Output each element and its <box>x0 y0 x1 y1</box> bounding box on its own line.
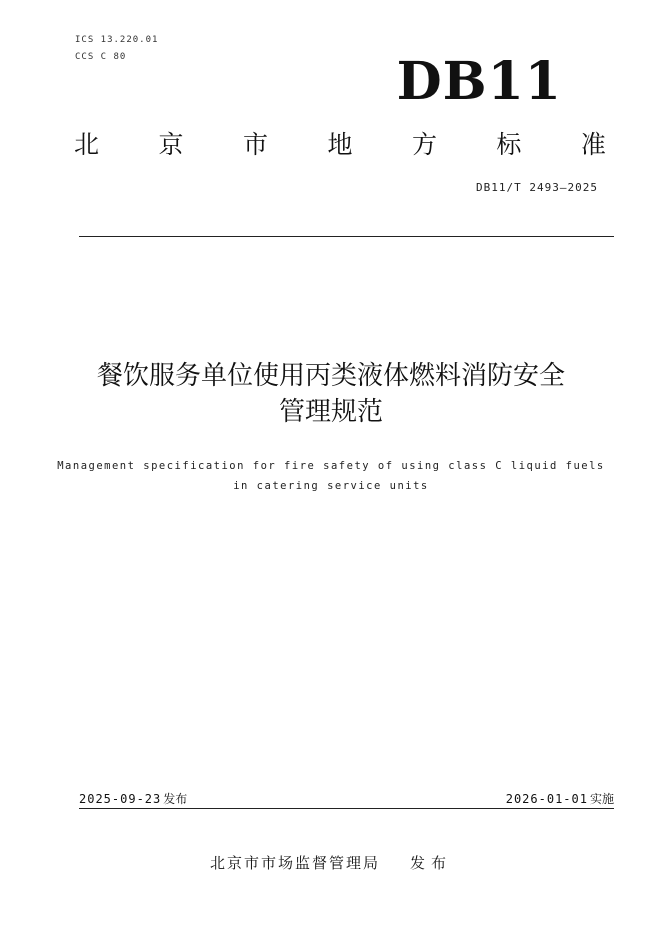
implement-date-block <box>506 790 614 807</box>
footer-divider <box>79 808 614 809</box>
classification-codes <box>75 32 158 66</box>
chinese-title-line-1: 餐饮服务单位使用丙类液体燃料消防安全 <box>96 361 565 391</box>
db11-logo: DB11 <box>396 51 562 112</box>
standard-type-char: 京 <box>158 130 184 159</box>
issuer-action: 发布 <box>410 854 453 872</box>
standard-type-heading <box>74 128 606 162</box>
publish-date-block <box>79 790 187 807</box>
issuing-authority <box>0 852 662 873</box>
chinese-title-line-2: 管理规范 <box>278 397 383 427</box>
standard-type-char: 方 <box>411 130 437 159</box>
standard-type-char: 标 <box>496 130 522 159</box>
publish-date: 2025-09-23 <box>79 792 162 806</box>
standard-number: DB11/T 2493—2025 <box>476 181 598 194</box>
standard-type-char: 市 <box>242 130 268 159</box>
english-title <box>20 456 642 496</box>
ccs-code: CCS C 80 <box>75 52 127 62</box>
english-title-line-1: Management specification for fire safety of using class C liquid fuels <box>57 460 605 472</box>
chinese-title <box>40 358 622 430</box>
english-title-line-2: in catering service units <box>233 480 429 492</box>
issuer-name: 北京市市场监督管理局 <box>209 854 380 872</box>
standard-type-char: 准 <box>580 130 606 159</box>
implement-date: 2026-01-01 <box>505 792 588 806</box>
standard-type-char: 地 <box>327 130 353 159</box>
header-divider <box>79 236 614 237</box>
ics-code: ICS 13.220.01 <box>75 35 159 45</box>
standard-type-char: 北 <box>74 130 100 159</box>
publish-label: 发布 <box>163 792 188 806</box>
implement-label: 实施 <box>589 792 614 806</box>
